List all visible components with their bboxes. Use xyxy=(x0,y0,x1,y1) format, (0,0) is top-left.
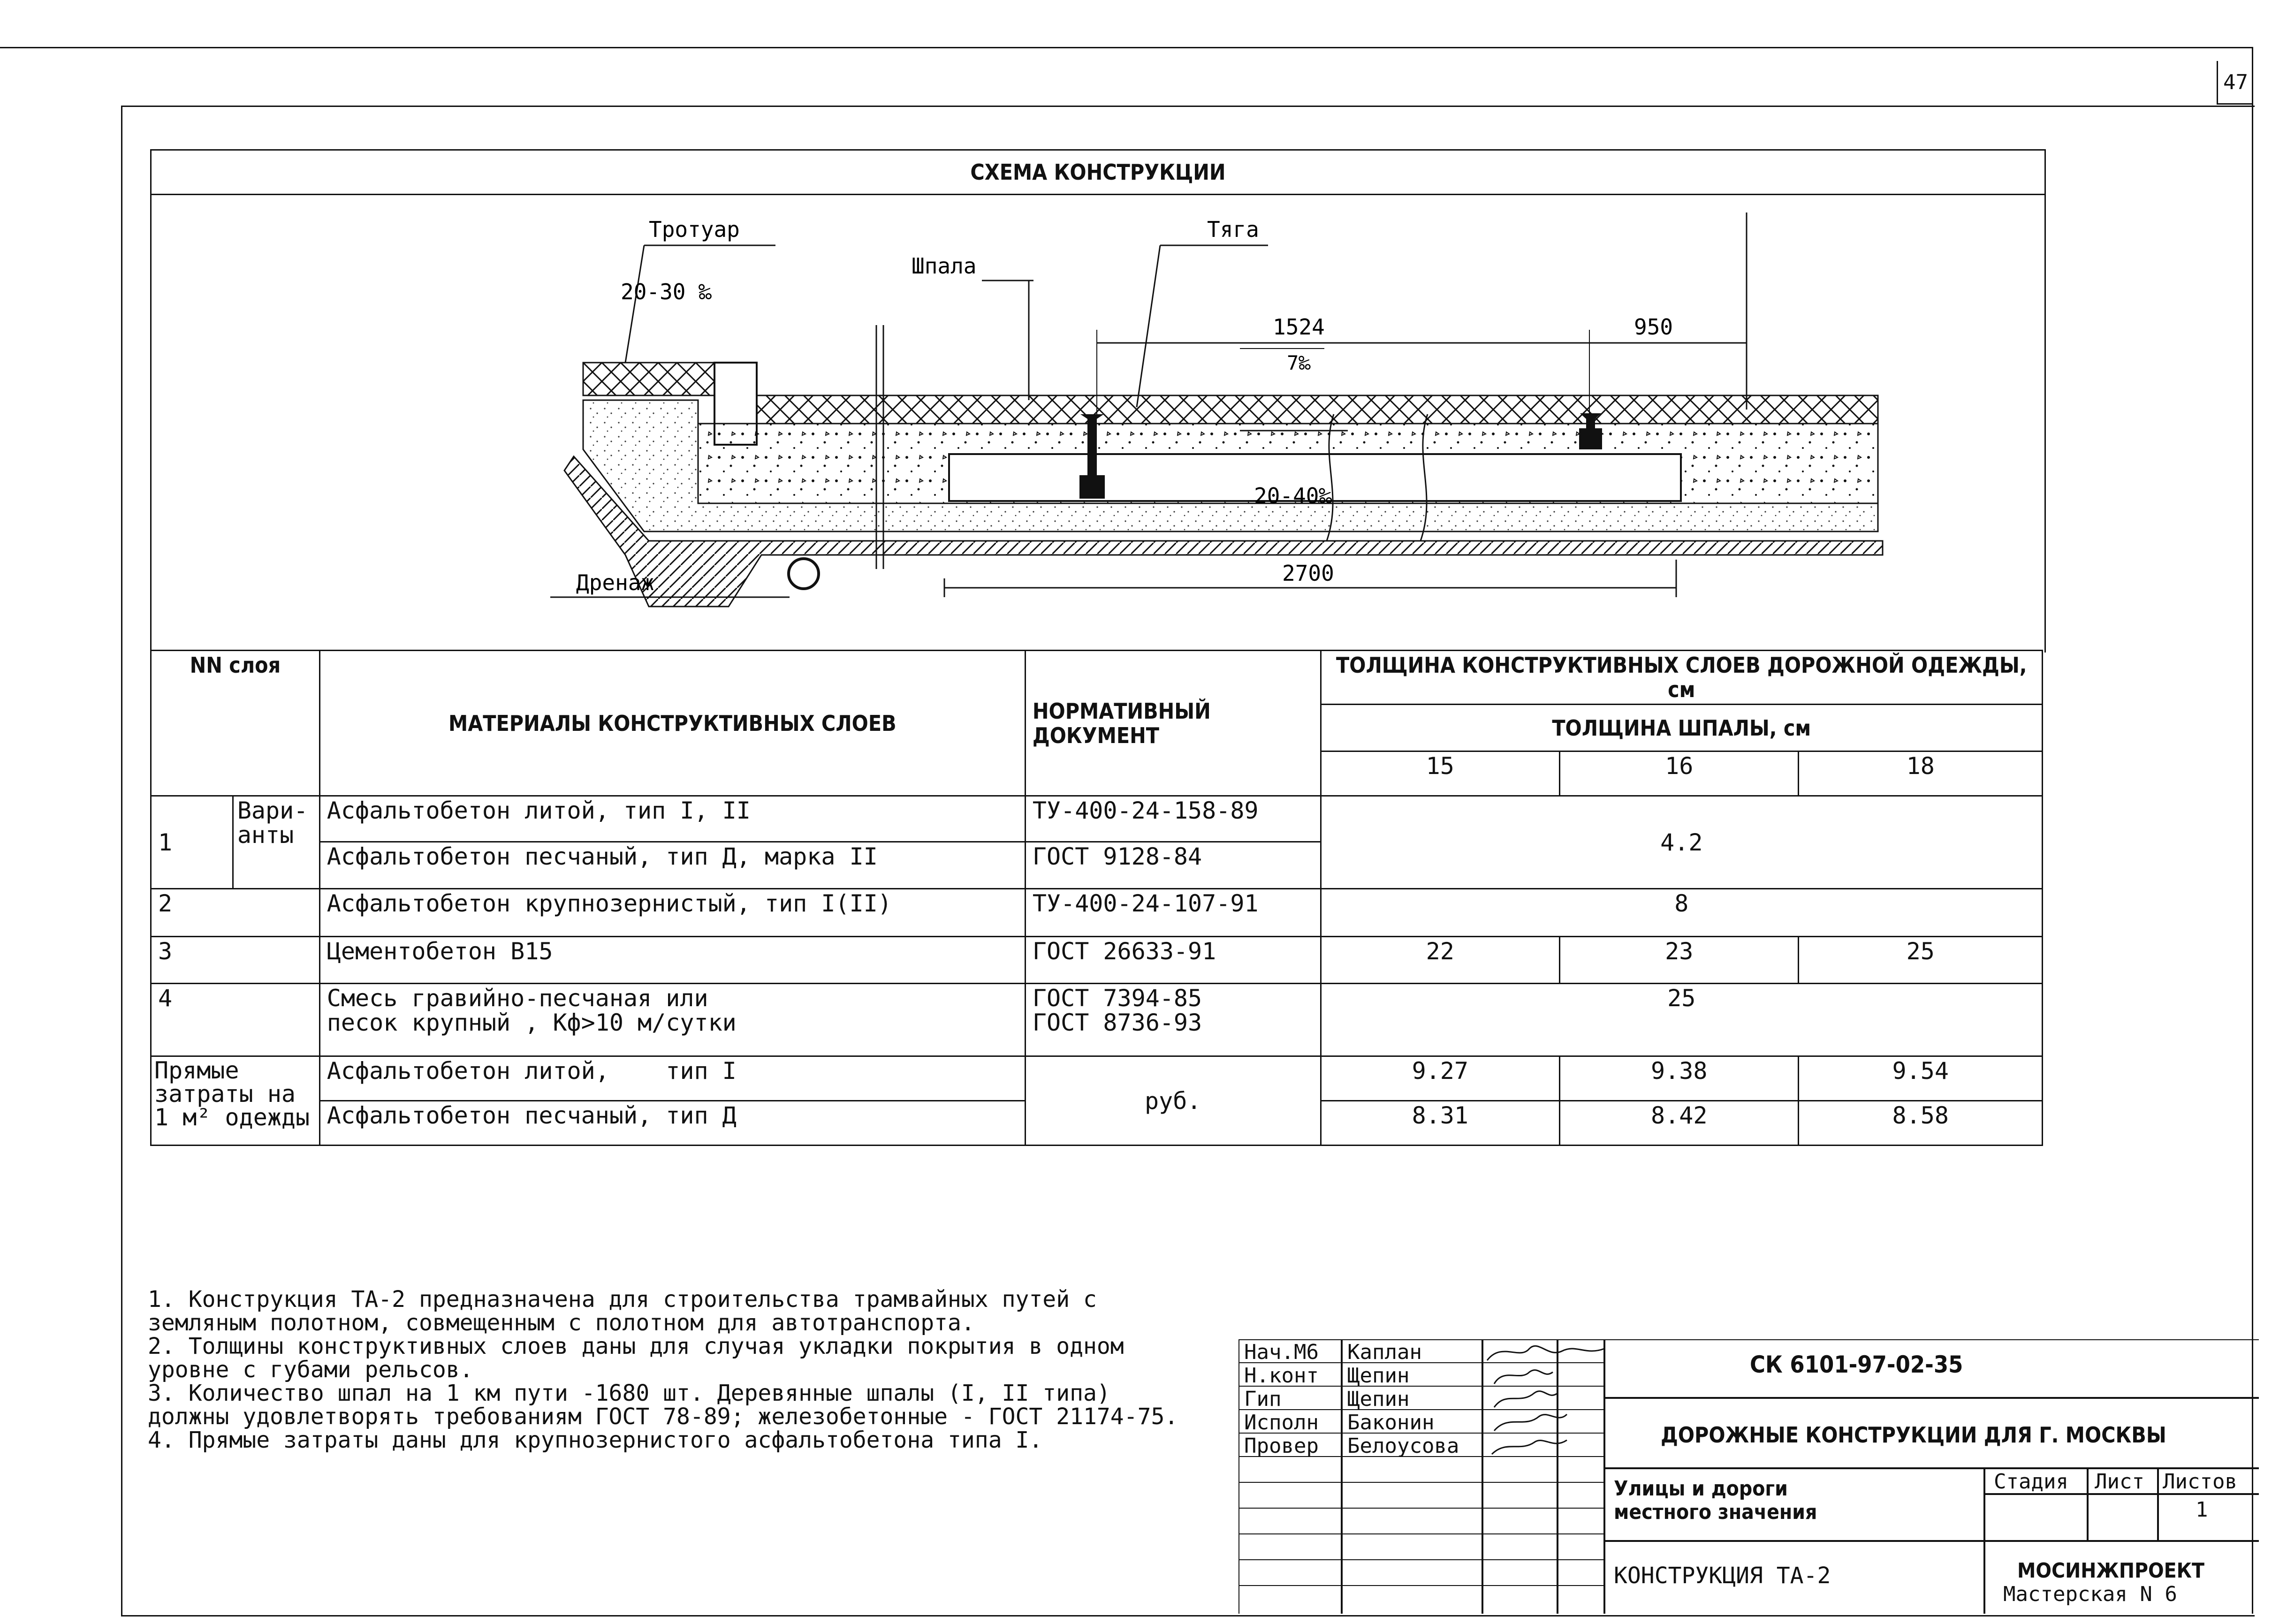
label-950: 950 xyxy=(1634,314,1673,340)
label-2700: 2700 xyxy=(1282,561,1334,586)
header-materials: МАТЕРИАЛЫ КОНСТРУКТИВНЫХ СЛОЕВ xyxy=(319,651,1025,796)
note-line: земляным полотном, совмещенным с полотном для автотранспорта. xyxy=(148,1310,975,1336)
label-sleeper: Шпала xyxy=(912,253,977,279)
costs-a15: 9.27 xyxy=(1321,1056,1559,1101)
costs-label-line1: Прямые xyxy=(154,1057,239,1084)
row4-mat xyxy=(319,984,1025,1056)
costs-label-line2: затраты на xyxy=(154,1080,296,1108)
sheets-label: Листов xyxy=(2163,1470,2237,1494)
note-line: 3. Количество шпал на 1 км пути -1680 шт. Деревянные шпалы (I, II типа) xyxy=(148,1380,1110,1406)
title-block xyxy=(1238,1339,2259,1621)
row1-num: 1 xyxy=(151,796,233,889)
costs-b18: 8.58 xyxy=(1799,1101,2043,1146)
workshop-name: Мастерская N 6 xyxy=(2003,1582,2177,1606)
signatures xyxy=(1487,1346,1604,1454)
row1-mat-b: Асфальтобетон песчаный, тип Д, марка II xyxy=(319,842,1025,889)
asphalt-layer xyxy=(757,395,1878,424)
header-norm-doc: НОРМАТИВНЫЙ ДОКУМЕНТ xyxy=(1025,651,1321,796)
top-border-line xyxy=(0,47,2252,48)
drain-pipe xyxy=(789,559,819,589)
stamp-role-3: Гип xyxy=(1244,1387,1282,1411)
document-title: ДОРОЖНЫЕ КОНСТРУКЦИИ ДЛЯ Г. МОСКВЫ xyxy=(1661,1422,2166,1448)
row4-doc-line1: ГОСТ 7394-85 xyxy=(1032,985,1202,1012)
stamp-role-5: Провер xyxy=(1244,1434,1319,1458)
row2-num: 2 xyxy=(151,889,320,937)
leader-rod xyxy=(1137,245,1160,407)
layers-table xyxy=(150,650,2043,1146)
note-line: должны удовлетворять требованиям ГОСТ 78-89; железобетонные - ГОСТ 21174-75. xyxy=(148,1404,1178,1430)
stage-label: Стадия xyxy=(1994,1470,2068,1494)
costs-label xyxy=(151,1056,320,1146)
note-line: 4. Прямые затраты даны для крупнозернистого асфальтобетона типа I. xyxy=(148,1427,1043,1453)
document-code: СК 6101-97-02-35 xyxy=(1750,1351,1963,1378)
costs-a16: 9.38 xyxy=(1560,1056,1799,1101)
row2-value: 8 xyxy=(1321,889,2042,937)
label-slope-sidewalk: 20-30 ‰ xyxy=(621,279,712,304)
header-sleeper-thickness: ТОЛЩИНА ШПАЛЫ, см xyxy=(1321,705,2042,751)
row3-num: 3 xyxy=(151,937,320,984)
header-t15: 15 xyxy=(1321,751,1559,796)
header-nn: NN слоя xyxy=(151,651,320,796)
note-line: уровне с губами рельсов. xyxy=(148,1357,473,1383)
label-slope-7: 7‰ xyxy=(1287,351,1311,374)
header-t18: 18 xyxy=(1799,751,2043,796)
stamp-role-4: Исполн xyxy=(1244,1411,1319,1434)
costs-mat-b: Асфальтобетон песчаный, тип Д xyxy=(319,1101,1025,1146)
section-line2: местного значения xyxy=(1614,1500,1817,1524)
row1-doc-a: ТУ-400-24-158-89 xyxy=(1025,796,1321,842)
label-gauge: 1524 xyxy=(1273,314,1325,340)
label-sidewalk: Тротуар xyxy=(649,217,740,242)
stamp-name-3: Щепин xyxy=(1347,1387,1410,1411)
row3-doc: ГОСТ 26633-91 xyxy=(1025,937,1321,984)
schema-title: СХЕМА КОНСТРУКЦИИ xyxy=(152,151,2044,195)
row4-num: 4 xyxy=(151,984,320,1056)
row1-mat-a: Асфальтобетон литой, тип I, II xyxy=(319,796,1025,842)
notes-block xyxy=(148,1264,1178,1475)
sheet-number: 47 xyxy=(2217,61,2253,105)
construction-name: КОНСТРУКЦИЯ ТА-2 xyxy=(1614,1563,1831,1589)
stamp-name-4: Баконин xyxy=(1347,1411,1435,1434)
row2-doc: ТУ-400-24-107-91 xyxy=(1025,889,1321,937)
costs-mat-a: Асфальтобетон литой, тип I xyxy=(319,1056,1025,1101)
construction-drawing xyxy=(152,194,2042,651)
row3-v18: 25 xyxy=(1799,937,2043,984)
costs-a18: 9.54 xyxy=(1799,1056,2043,1101)
row4-mat-line1: Смесь гравийно-песчаная или xyxy=(327,985,708,1012)
header-t16: 16 xyxy=(1560,751,1799,796)
stamp-name-1: Каплан xyxy=(1347,1340,1422,1364)
row4-doc xyxy=(1025,984,1321,1056)
row3-v16: 23 xyxy=(1560,937,1799,984)
stamp-name-5: Белоусова xyxy=(1347,1434,1459,1458)
label-rod: Тяга xyxy=(1207,217,1259,242)
row4-doc-line2: ГОСТ 8736-93 xyxy=(1032,1009,1202,1036)
section-line1: Улицы и дороги xyxy=(1614,1477,1788,1501)
row1-doc-b: ГОСТ 9128-84 xyxy=(1025,842,1321,889)
label-slope-base: 20-40‰ xyxy=(1254,483,1332,508)
costs-b16: 8.42 xyxy=(1560,1101,1799,1146)
costs-b15: 8.31 xyxy=(1321,1101,1559,1146)
organization-name: МОСИНЖПРОЕКТ xyxy=(2017,1559,2205,1583)
schema-section xyxy=(150,149,2046,653)
header-thickness: ТОЛЩИНА КОНСТРУКТИВНЫХ СЛОЕВ ДОРОЖНОЙ ОДЕЖДЫ, см xyxy=(1321,651,2042,705)
stamp-role-1: Нач.М6 xyxy=(1244,1340,1319,1364)
row3-v15: 22 xyxy=(1321,937,1559,984)
row4-mat-line2: песок крупный , Кф>10 м/сутки xyxy=(327,1009,737,1036)
costs-unit: руб. xyxy=(1025,1056,1321,1146)
label-drain: Дренаж xyxy=(576,570,654,595)
sheet-label: Лист xyxy=(2095,1470,2144,1494)
note-line: 2. Толщины конструктивных слоев даны для случая укладки покрытия в одном xyxy=(148,1333,1124,1359)
row1-variants: Вари- анты xyxy=(233,796,319,889)
costs-label-line3: 1 м² одежды xyxy=(154,1104,310,1131)
row2-mat: Асфальтобетон крупнозернистый, тип I(II) xyxy=(319,889,1025,937)
note-line: 1. Конструкция ТА-2 предназначена для строительства трамвайных путей с xyxy=(148,1286,1097,1313)
stamp-name-2: Щепин xyxy=(1347,1364,1410,1388)
stamp-role-2: Н.конт xyxy=(1244,1364,1319,1388)
sheets-value: 1 xyxy=(2196,1498,2208,1522)
row3-mat: Цементобетон B15 xyxy=(319,937,1025,984)
row1-value: 4.2 xyxy=(1321,796,2042,889)
row4-value: 25 xyxy=(1321,984,2042,1056)
